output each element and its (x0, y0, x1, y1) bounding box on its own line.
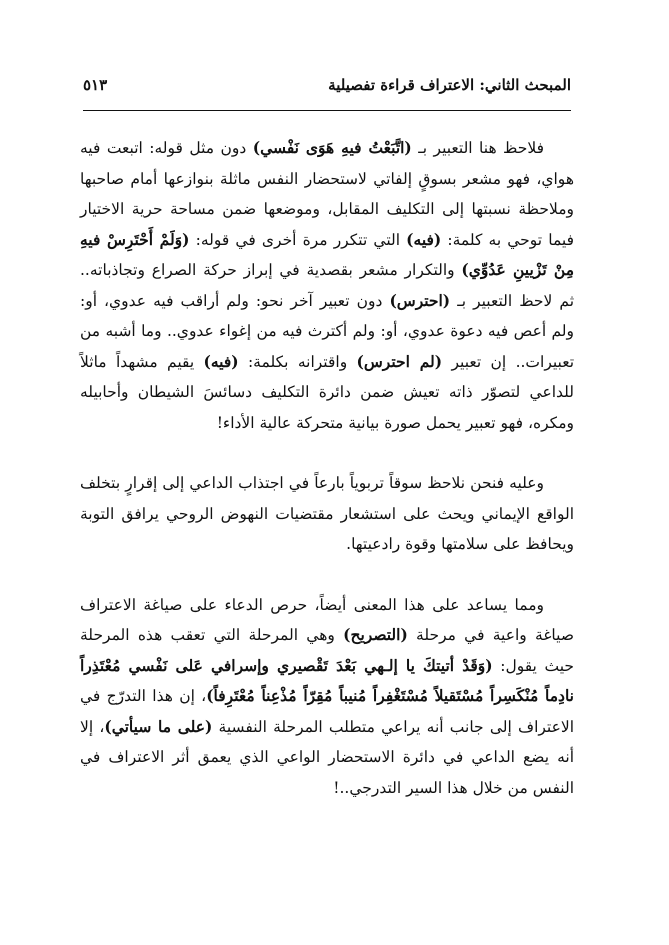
body-text-segment: فلاحظ هنا التعبير بـ (411, 139, 545, 157)
emphasized-term: (على ما سيأتي) (104, 716, 213, 736)
body-text-segment: واقترانه بكلمة: (238, 352, 357, 371)
page-header (83, 62, 571, 106)
emphasized-term: (احترس) (389, 290, 451, 310)
emphasized-term: (التصريح) (343, 625, 408, 644)
dua-quote: (اتَّبَعْتُ فيهِ هَوَى نَفْسي) (252, 138, 412, 157)
page-number: ٥١٣ (83, 76, 108, 94)
paragraph (80, 590, 574, 804)
running-title: المبحث الثاني: الاعتراف قراءة تفصيلية (328, 76, 571, 94)
body-text-segment: ، إلا أنه يضع الداعي في دائرة الاستحضار الواعي الذي يعمق أثر الاعتراف في النفس من خلال هذا السير التدرجي..! (80, 717, 574, 797)
body-text-segment: دون مثل قوله: اتبعت فيه هواي، فهو مشعر بسوقٍ إلفاتي لاستحضار النفس ماثلة بنوازعها أمام صاحبها وملاحظة نسبتها إلى التكليف المقابل، وموضعها ضمن مساحة حرية الاختيار فيما توحي به كلمة: (80, 139, 574, 249)
paragraph (80, 133, 574, 438)
body-text-segment: التي تتكرر مرة أخرى في قوله: (189, 230, 407, 249)
header-rule (83, 110, 571, 111)
body-text-segment: ومما يساعد على هذا المعنى أيضاً، حرص الدعاء على صياغة الاعتراف صياغة واعية في مرحلة (80, 595, 574, 644)
body-text-segment: وهي المرحلة التي تعقب هذه المرحلة حيث يقول: (80, 626, 575, 675)
emphasized-term: (لم احترس) (356, 351, 443, 371)
dua-quote: (وَقَدْ أتيتكَ يا إلـهي بَعْدَ تَقْصيري وإسرافي عَلى نَفْسي مُعْتَذِراً نادِماً مُنْكَسِراً مُسْتَقيلاً مُسْتَغْفِراً مُنيباً مُقِرّاً مُذْعِناً مُعْتَرِفاً) (80, 655, 574, 705)
body-text-segment: وعليه فنحن نلاحظ سوقاً تربوياً بارعاً في اجتذاب الداعي إلى إقرارٍ بتخلف الواقع الإيماني ويحث على استشعار مقتضيات النهوض الروحي يرافق التوبة ويحافظ على سلامتها وقوة رادعيتها. (80, 474, 574, 553)
emphasized-term: (فيه) (203, 351, 239, 371)
emphasized-term: (فيه) (406, 229, 442, 249)
body-text-segment: يقيم مشهداً ماثلاً للداعي لتصوّر ذاته تعيش ضمن دائرة التكليف دسائسَ الشيطان وأحابيله ومكره، فهو تعبير يحمل صورة بيانية متحركة عالية الأداء! (80, 352, 574, 432)
body-text-segment: والتكرار مشعر بقصدية في إبراز حركة الصراع وتجاذباته.. ثم لاحظ التعبير بـ (80, 261, 575, 310)
body-text (80, 133, 574, 803)
body-text-segment: ، إن هذا التدرّج في الاعتراف إلى جانب أنه يراعي متطلب المرحلة النفسية (80, 687, 574, 736)
dua-quote: (وَلَمْ أَحْتَرِسْ فيهِ مِنْ تَزْيينِ عَدُوِّي) (80, 229, 574, 279)
paragraph (80, 468, 574, 560)
body-text-segment: دون تعبير آخر نحو: ولم أراقب فيه عدوي، أو: ولم أعص فيه دعوة عدوي، أو: ولم أكترث فيه من إغواء عدوي.. وما أشبه من تعبيرات.. إن تعبير (80, 291, 575, 371)
